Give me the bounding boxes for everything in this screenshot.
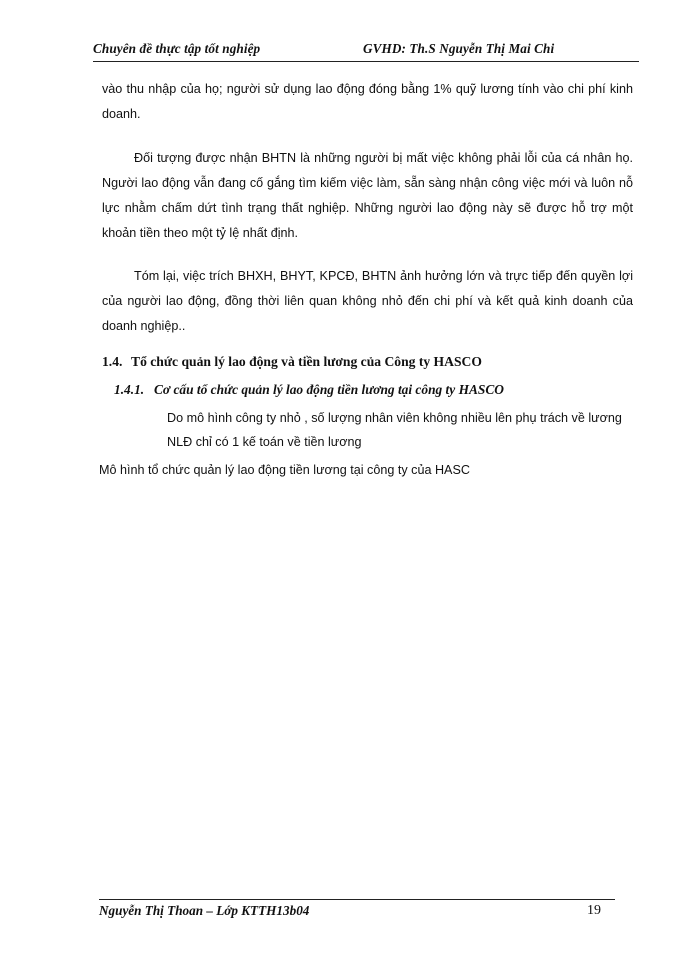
page-number: 19 [587, 903, 601, 918]
footer-author: Nguyễn Thị Thoan – Lớp KTTH13b04 [99, 903, 310, 918]
paragraph-5: Mô hình tổ chức quản lý lao động tiền lương tại công ty của HASC [99, 463, 470, 477]
subsection-title: Cơ cấu tổ chức quản lý lao động tiền lương tại công ty HASCO [154, 382, 504, 397]
paragraph-4: Do mô hình công ty nhỏ , số lượng nhân viên không nhiều lên phụ trách về lương NLĐ chỉ có 1 kế toán về tiền lương [167, 411, 622, 449]
section-heading [102, 354, 482, 370]
section-number: 1.4. [102, 354, 123, 369]
footer-divider [99, 899, 615, 900]
page-footer [99, 903, 615, 919]
paragraph-3: Tóm lại, việc trích BHXH, BHYT, KPCĐ, BHTN ảnh hưởng lớn và trực tiếp đến quyền lợi của người lao động, đồng thời liên quan không nhỏ đến chi phí và kết quả kinh doanh của doanh nghiệp.. [102, 269, 633, 333]
subsection-number: 1.4.1. [114, 382, 145, 397]
section-title: Tổ chức quản lý lao động và tiền lương của Công ty HASCO [131, 354, 482, 369]
header-divider [93, 61, 639, 62]
paragraph-2: Đối tượng được nhận BHTN là những người bị mất việc không phải lỗi của cá nhân họ. Người lao động vẫn đang cố gắng tìm kiếm việc làm, sẵn sàng nhận công việc mới và luôn nỗ lực nhằm chấm dứt tình trạng thất nghiệp. Những người lao động này sẽ được hỗ trợ một khoản tiền theo một tỷ lệ nhất định. [102, 151, 633, 240]
paragraph-1: vào thu nhập của họ; người sử dụng lao động đóng bằng 1% quỹ lương tính vào chi phí kinh doanh. [102, 82, 633, 121]
header-supervisor: GVHD: Th.S Nguyễn Thị Mai Chi [363, 41, 555, 56]
header-report-title: Chuyên đề thực tập tốt nghiệp [93, 41, 261, 56]
subsection-heading [114, 382, 504, 398]
